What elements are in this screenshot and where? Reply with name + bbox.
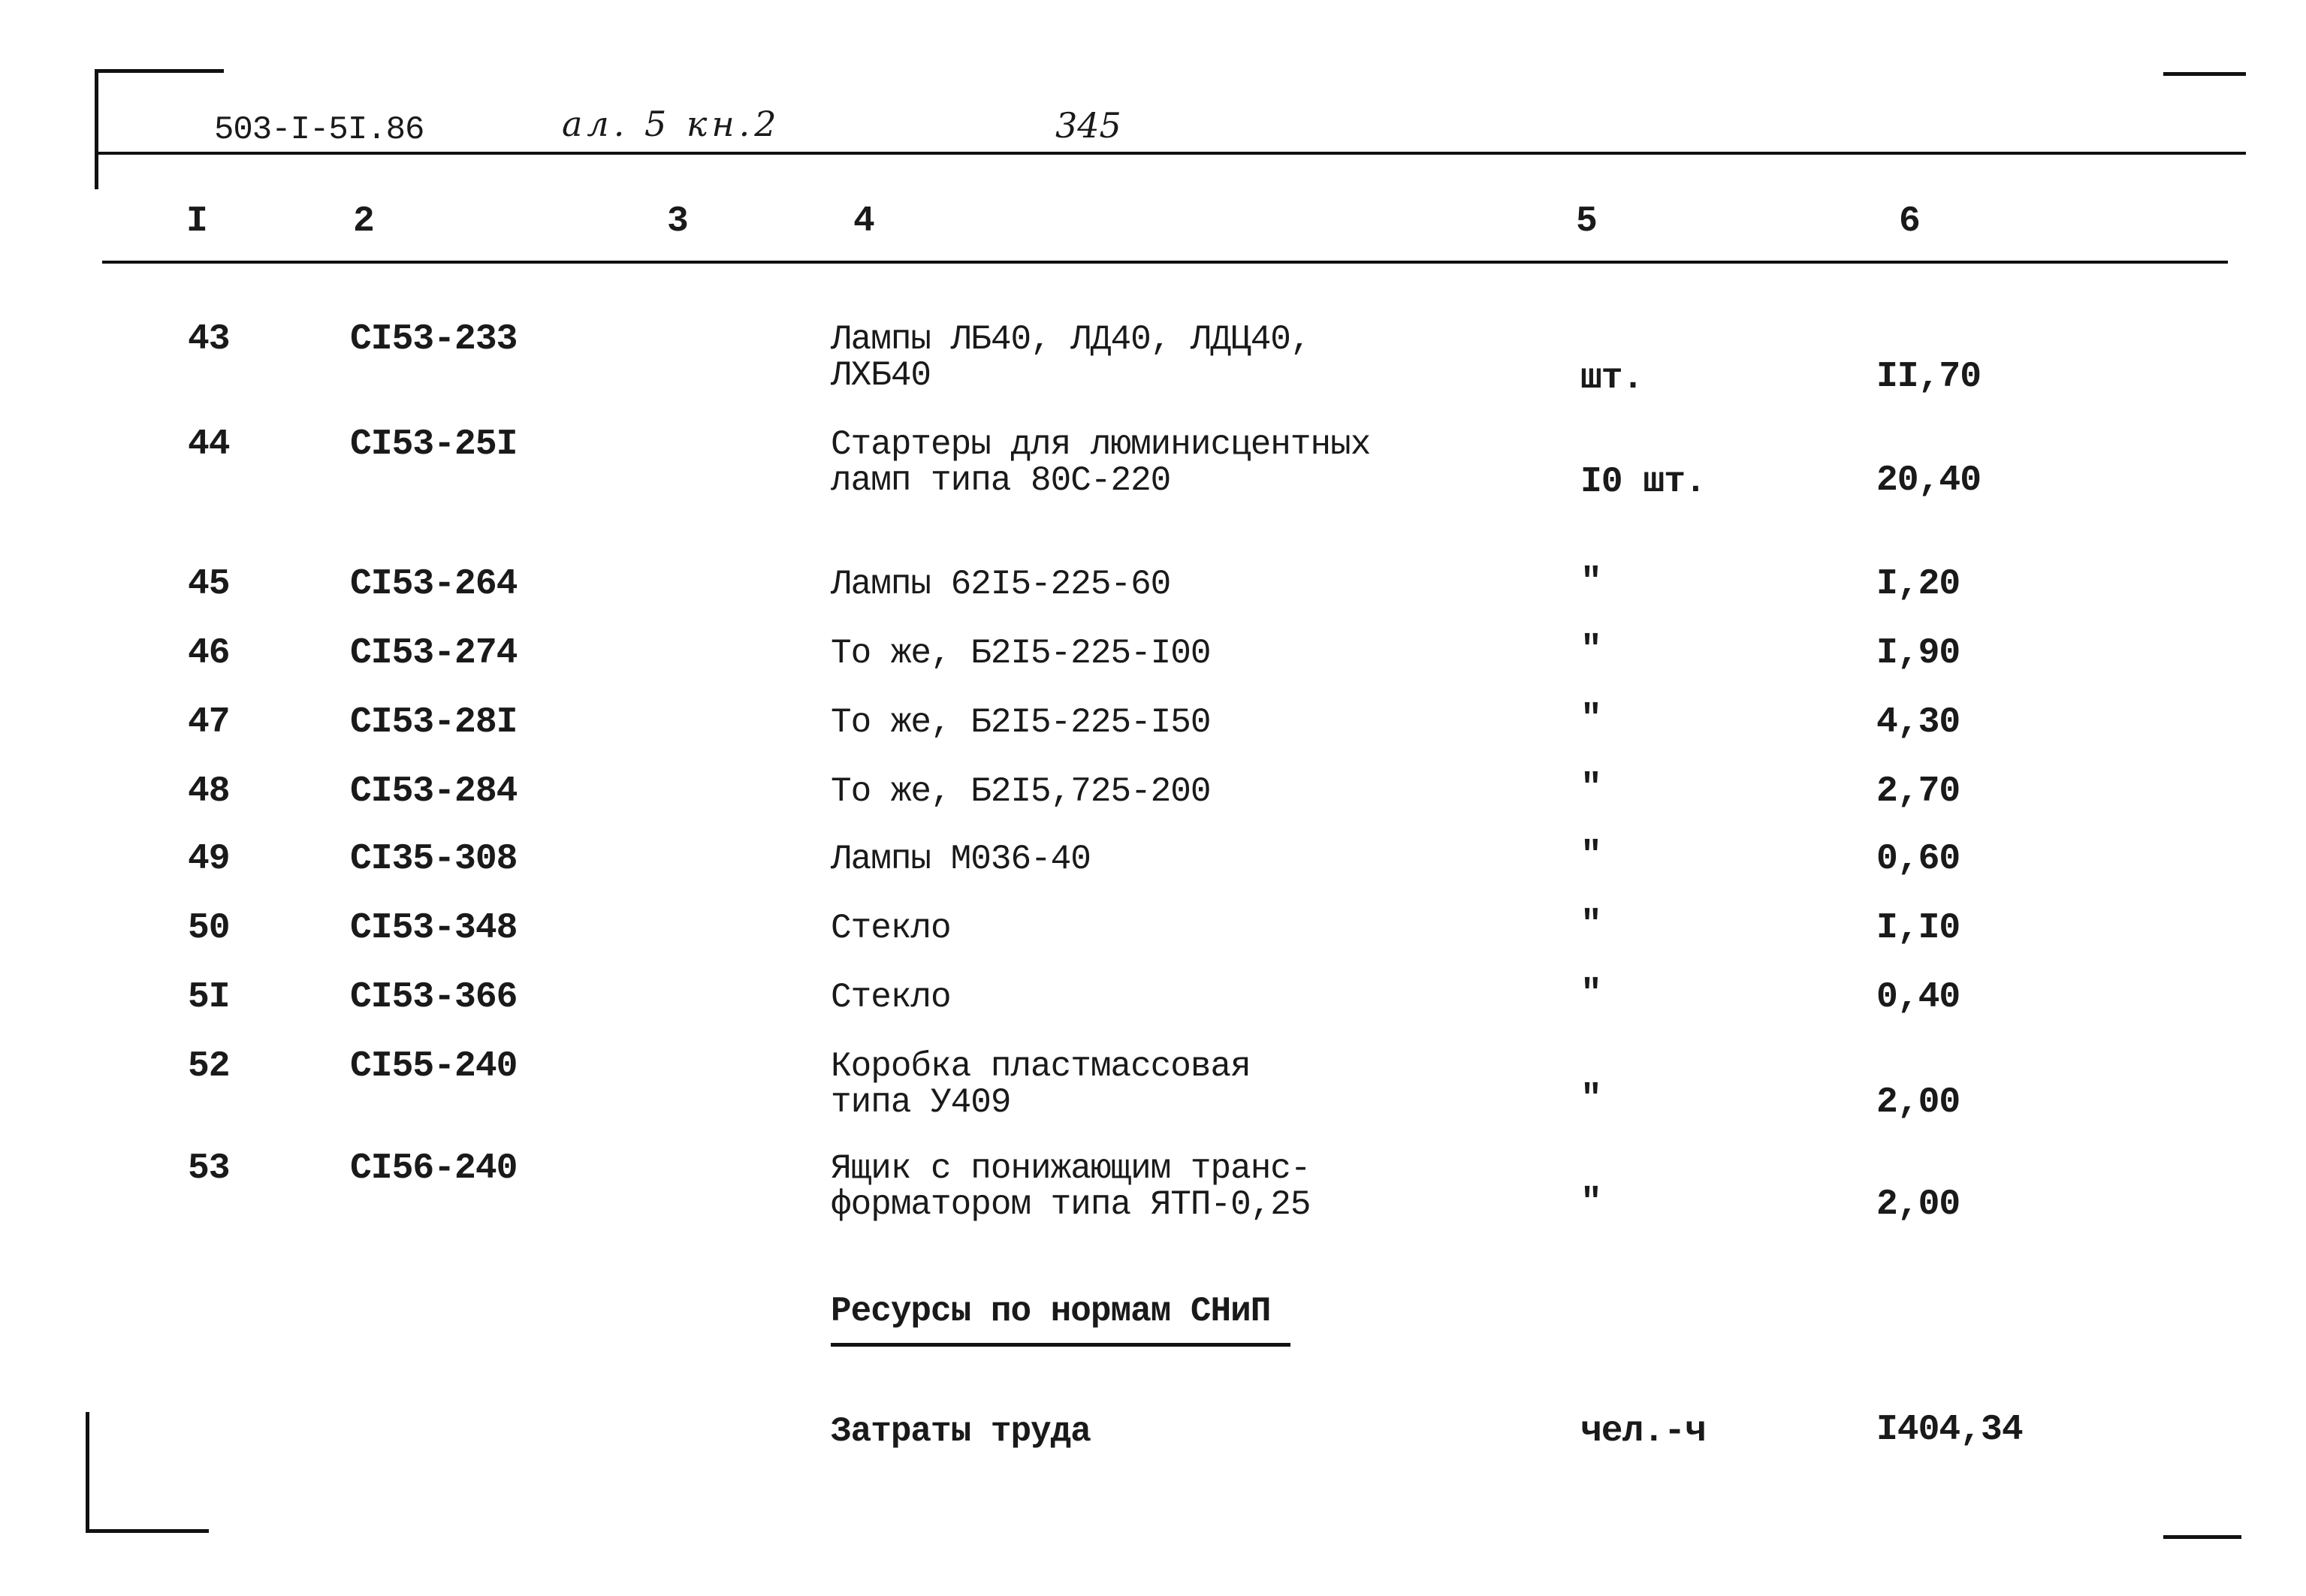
row-code: CI53-233: [350, 319, 518, 360]
resources-title: Ресурсы по нормам СНиП: [831, 1292, 1271, 1331]
row-unit: ": [1580, 836, 1601, 876]
corner-mark-top-left-h: [96, 69, 224, 73]
row-value: 0,40: [1876, 977, 1960, 1018]
row-code: CI53-264: [350, 564, 518, 605]
corner-mark-bottom-left-v: [86, 1412, 89, 1532]
row-value: I,I0: [1876, 908, 1960, 949]
document-code: 503-I-5I.86: [214, 111, 424, 149]
column-header-2: 2: [353, 201, 375, 242]
row-code: CI53-366: [350, 977, 518, 1018]
row-name: Лампы М036-40: [831, 840, 1091, 879]
row-number: 50: [188, 908, 230, 949]
column-header-rule: [102, 261, 2228, 264]
column-header-6: 6: [1899, 201, 1921, 242]
row-value: 2,70: [1876, 771, 1960, 812]
row-value: 20,40: [1876, 460, 1982, 501]
row-unit: ": [1580, 630, 1601, 671]
handwritten-note: ал. 5 кн.2: [562, 104, 781, 144]
row-unit: ": [1580, 1183, 1601, 1223]
row-name: Лампы 62I5-225-60: [831, 565, 1171, 604]
row-code: CI53-274: [350, 633, 518, 674]
row-number: 46: [188, 633, 230, 674]
row-number: 43: [188, 319, 230, 360]
row-code: CI53-28I: [350, 702, 518, 743]
row-value: II,70: [1876, 357, 1982, 397]
row-unit: ": [1580, 699, 1601, 740]
column-header-1: I: [186, 201, 208, 242]
corner-mark-top-left-v: [95, 69, 98, 189]
row-name: То же, Б2I5,725-200: [831, 772, 1211, 811]
row-number: 48: [188, 771, 230, 812]
resources-title-underline: [831, 1343, 1290, 1347]
row-number: 5I: [188, 977, 230, 1018]
row-value: I,20: [1876, 564, 1960, 605]
row-code: CI53-25I: [350, 424, 518, 465]
row-name: Стекло: [831, 909, 951, 948]
column-header-5: 5: [1576, 201, 1598, 242]
row-unit: ": [1580, 563, 1601, 603]
row-value: 2,00: [1876, 1082, 1960, 1123]
row-unit: ": [1580, 768, 1601, 809]
row-unit: ": [1580, 1079, 1601, 1120]
row-value: 4,30: [1876, 702, 1960, 743]
row-name: Ящик с понижающим транс- форматором типа ЯТП-0,25: [831, 1149, 1311, 1224]
row-name: Лампы ЛБ40, ЛД40, ЛДЦ40, ЛХБ40: [831, 320, 1311, 395]
column-header-3: 3: [667, 201, 689, 242]
row-number: 45: [188, 564, 230, 605]
row-name: То же, Б2I5-225-I50: [831, 703, 1211, 742]
row-unit: шт.: [1580, 358, 1643, 399]
row-number: 53: [188, 1148, 230, 1189]
row-code: CI53-348: [350, 908, 518, 949]
row-number: 49: [188, 839, 230, 879]
row-name: Стартеры для люминисцентных ламп типа 80С-220: [831, 425, 1371, 500]
corner-mark-bottom-left-h: [86, 1529, 209, 1533]
row-name: Стекло: [831, 978, 951, 1017]
row-code: CI35-308: [350, 839, 518, 879]
row-value: 2,00: [1876, 1184, 1960, 1225]
row-number: 52: [188, 1046, 230, 1087]
row-code: CI56-240: [350, 1148, 518, 1189]
row-name: То же, Б2I5-225-I00: [831, 634, 1211, 673]
labor-costs-value: I404,34: [1876, 1410, 2023, 1450]
row-name: Коробка пластмассовая типа У409: [831, 1047, 1251, 1122]
row-unit: ": [1580, 974, 1601, 1015]
page-number: 345: [1055, 105, 1121, 146]
row-number: 47: [188, 702, 230, 743]
row-number: 44: [188, 424, 230, 465]
header-rule: [98, 152, 2246, 155]
corner-mark-bottom-right-h: [2163, 1535, 2241, 1539]
row-value: 0,60: [1876, 839, 1960, 879]
column-header-4: 4: [853, 201, 875, 242]
row-code: CI55-240: [350, 1046, 518, 1087]
row-value: I,90: [1876, 633, 1960, 674]
corner-mark-top-right-h: [2163, 72, 2246, 76]
row-unit: ": [1580, 905, 1601, 946]
row-unit: I0 шт.: [1580, 462, 1706, 502]
labor-costs-label: Затраты труда: [831, 1412, 1091, 1451]
row-code: CI53-284: [350, 771, 518, 812]
labor-costs-unit: чел.-ч: [1580, 1411, 1706, 1452]
